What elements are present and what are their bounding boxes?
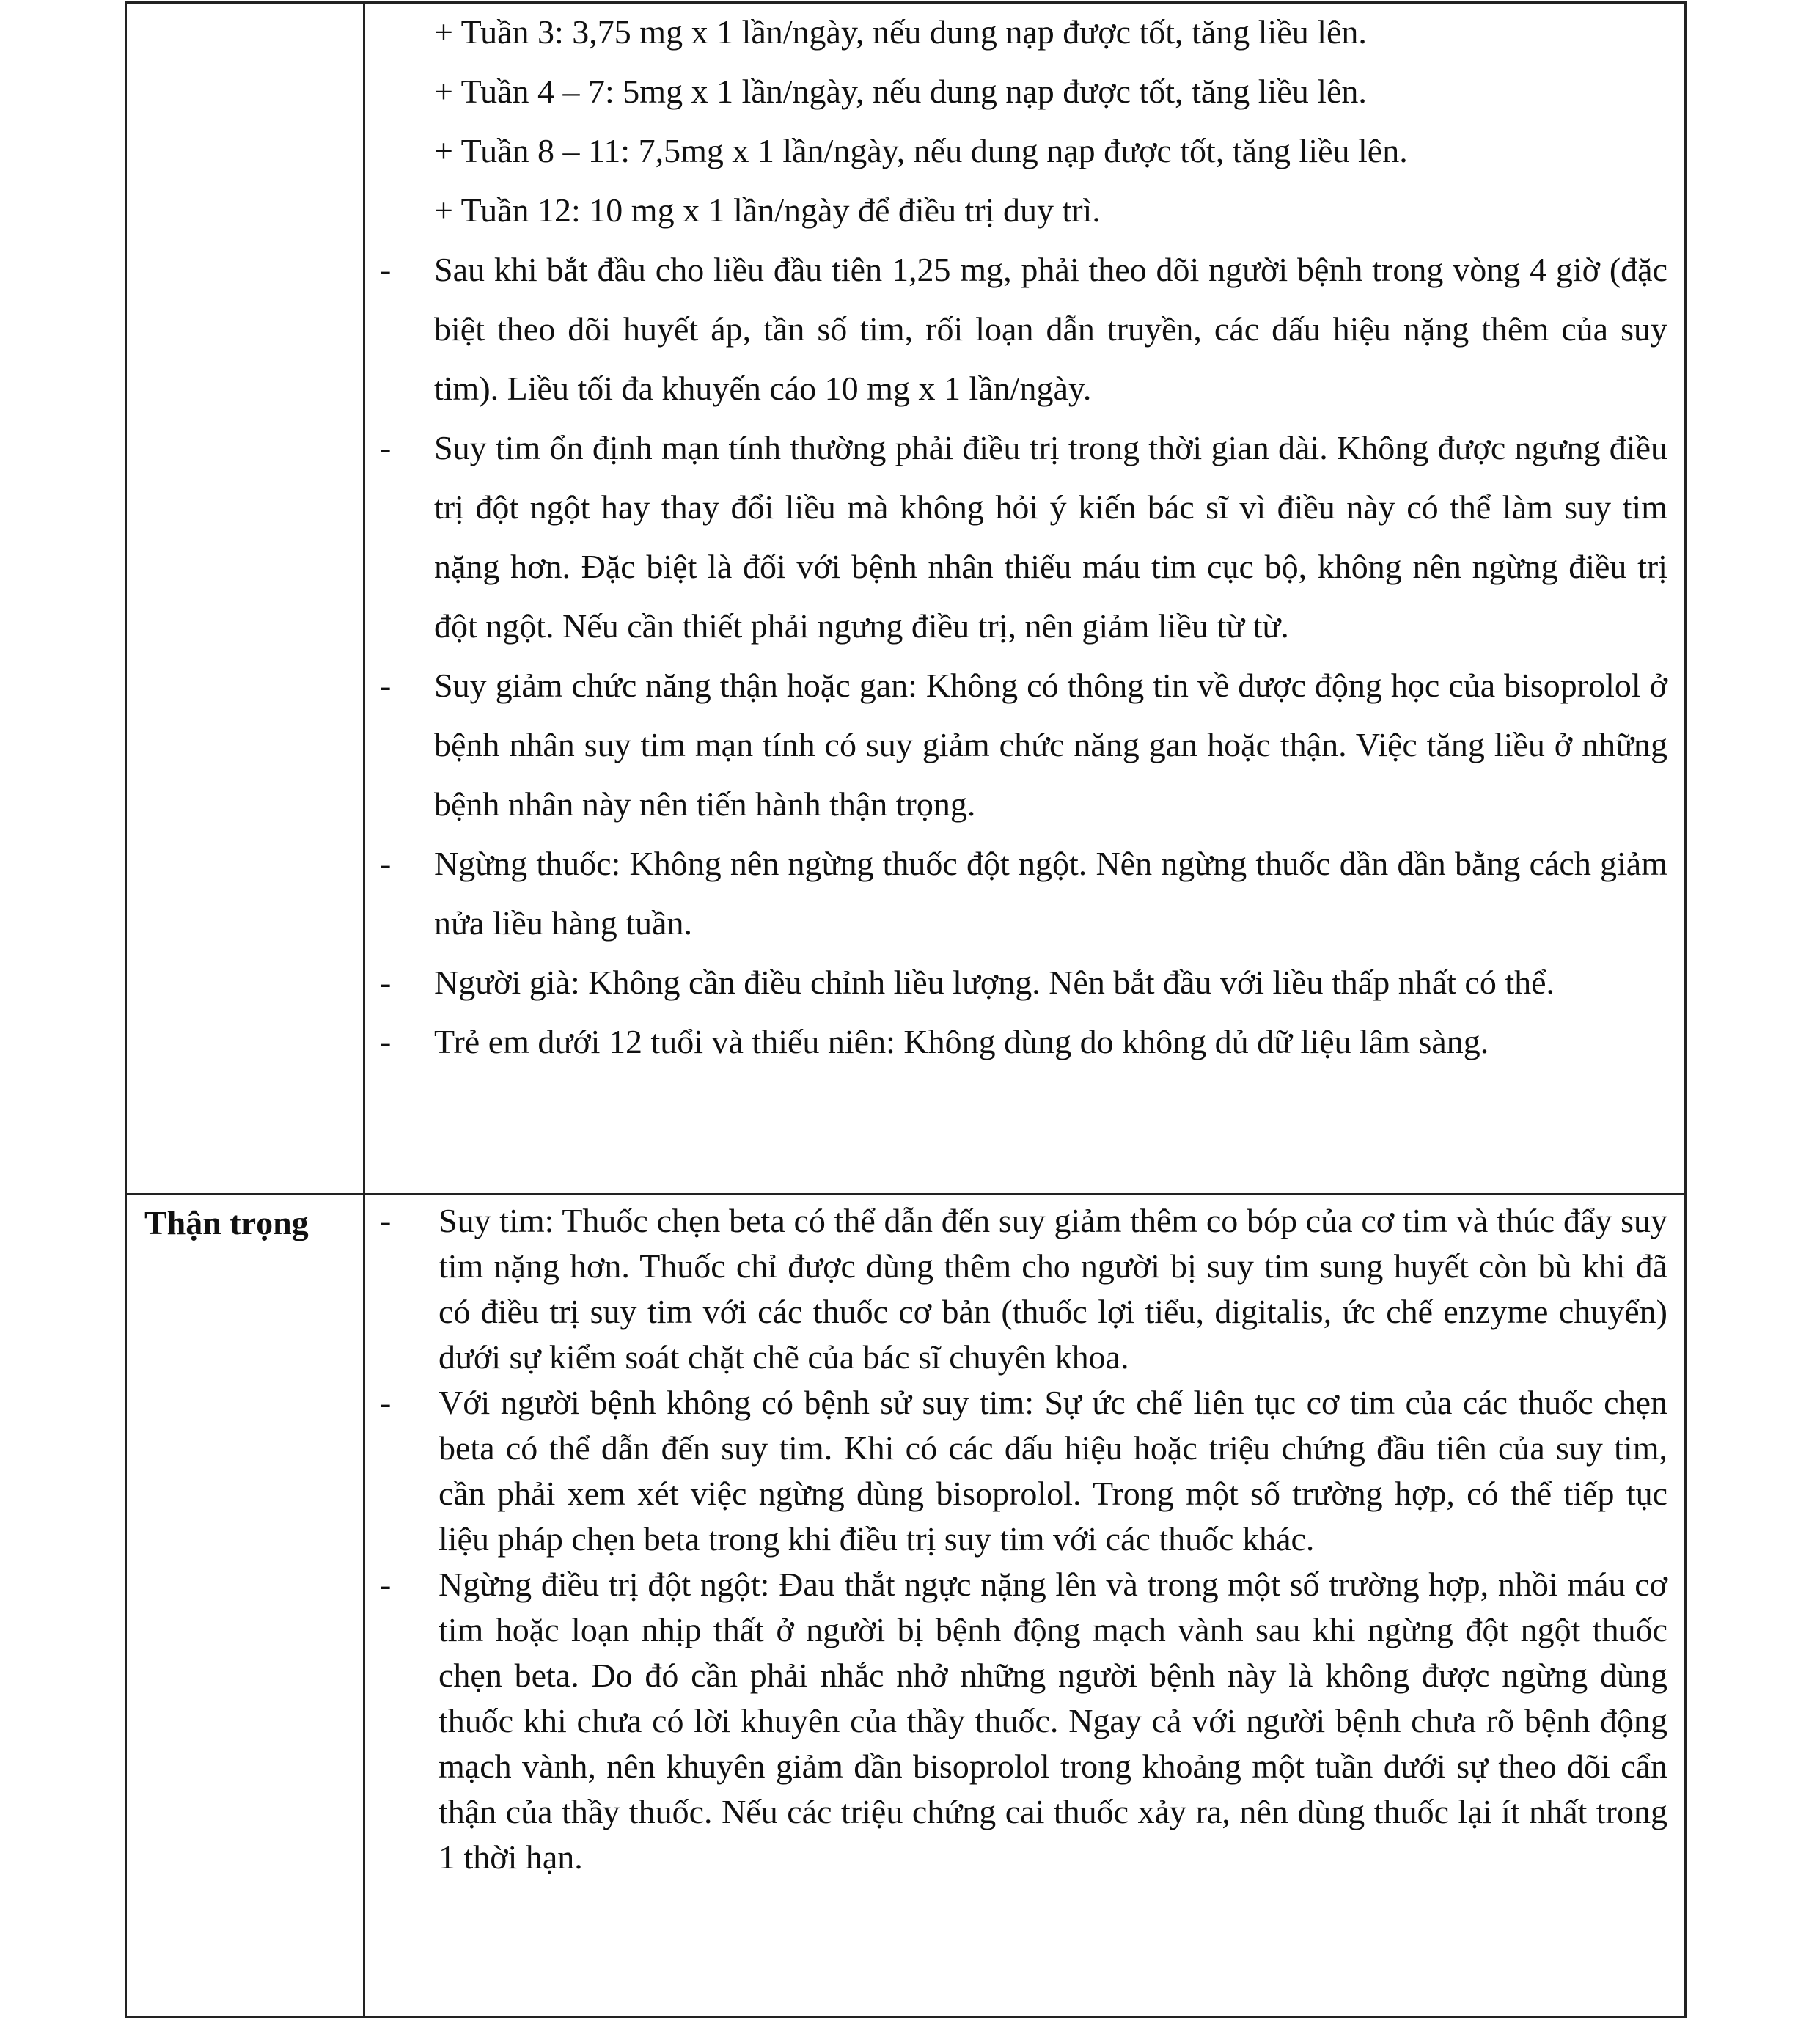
bullet-dash: - — [380, 251, 392, 288]
week-8-11-dose-line: + Tuần 8 – 11: 7,5mg x 1 lần/ngày, nếu dung nạp được tốt, tăng liều lên. — [434, 132, 1408, 169]
list-item-text: Ngừng điều trị đột ngột: Đau thắt ngực nặng lên và trong một số trường hợp, nhồi máu cơ tim hoặc loạn nhịp thất ở người bị bệnh động mạch vành sau khi ngừng đột ngột thuốc chẹn beta. Do đó cần phải nhắc nhở những người bệnh này là không được ngừng dùng thuốc khi chưa có lời khuyên của thầy thuốc. Ngay cả với người bệnh chưa rõ bệnh động mạch vành, nên khuyên giảm dần bisoprolol trong khoảng một tuần dưới sự theo dõi cẩn thận của thầy thuốc. Nếu các triệu chứng cai thuốc xảy ra, nên dùng thuốc lại ít nhất trong 1 thời hạn. — [439, 1566, 1667, 1876]
week-12-dose-line: + Tuần 12: 10 mg x 1 lần/ngày để điều trị duy trì. — [434, 191, 1101, 229]
dosage-content-cell — [365, 5, 1687, 1193]
drug-info-table — [125, 1, 1687, 2018]
bullet-dash: - — [380, 1384, 392, 1421]
caution-section-label: Thận trọng — [144, 1204, 309, 1241]
list-item-no-heart-failure-history — [365, 1380, 1687, 1562]
list-item-initial-dose-monitoring — [365, 240, 1687, 418]
list-item-text: Với người bệnh không có bệnh sử suy tim: Sự ức chế liên tục cơ tim của các thuốc chẹn beta có thể dẫn đến suy tim. Khi có các dấu hiệu hoặc triệu chứng đầu tiên của suy tim, cần phải xem xét việc ngừng dùng bisoprolol. Trong một số trường hợp, có thể tiếp tục liệu pháp chẹn beta trong khi điều trị suy tim với các thuốc khác. — [439, 1384, 1667, 1558]
caution-content-cell — [365, 1195, 1687, 2017]
list-item-text: Người già: Không cần điều chỉnh liều lượng. Nên bắt đầu với liều thấp nhất có thể. — [434, 964, 1555, 1001]
bullet-dash: - — [380, 667, 392, 704]
list-item-text: Trẻ em dưới 12 tuổi và thiếu niên: Không dùng do không dủ dữ liệu lâm sàng. — [434, 1023, 1489, 1060]
bullet-dash: - — [380, 845, 392, 882]
list-item-chronic-heart-failure — [365, 418, 1687, 656]
bullet-dash: - — [380, 1566, 392, 1603]
list-item-text: Ngừng thuốc: Không nên ngừng thuốc đột ngột. Nên ngừng thuốc dần dần bằng cách giảm nửa liều hàng tuần. — [434, 845, 1667, 942]
bullet-dash: - — [380, 1202, 392, 1239]
bullet-dash: - — [380, 429, 392, 466]
week-3-dose-line: + Tuần 3: 3,75 mg x 1 lần/ngày, nếu dung nạp được tốt, tăng liều lên. — [434, 13, 1367, 51]
list-item-renal-hepatic-impairment — [365, 656, 1687, 834]
week-4-7-dose-line: + Tuần 4 – 7: 5mg x 1 lần/ngày, nếu dung nạp được tốt, tăng liều lên. — [434, 73, 1367, 110]
bullet-dash: - — [380, 964, 392, 1001]
list-item-abrupt-withdrawal — [365, 1562, 1687, 1880]
bullet-dash: - — [380, 1023, 392, 1060]
list-item-heart-failure-caution — [365, 1198, 1687, 1380]
list-item-children — [365, 1012, 1687, 1071]
list-item-text: Sau khi bắt đầu cho liều đầu tiên 1,25 mg, phải theo dõi người bệnh trong vòng 4 giờ (đặc biệt theo dõi huyết áp, tần số tim, rối loạn dẫn truyền, các dấu hiệu nặng thêm của suy tim). Liều tối đa khuyến cáo 10 mg x 1 lần/ngày. — [434, 251, 1667, 407]
list-item-text: Suy tim ổn định mạn tính thường phải điều trị trong thời gian dài. Không được ngưng điều trị đột ngột hay thay đổi liều mà không hỏi ý kiến bác sĩ vì điều này có thể làm suy tim nặng hơn. Đặc biệt là đối với bệnh nhân thiếu máu tim cục bộ, không nên ngừng điều trị đột ngột. Nếu cần thiết phải ngưng điều trị, nên giảm liều từ từ. — [434, 429, 1667, 645]
list-item-elderly — [365, 953, 1687, 1012]
list-item-discontinuation — [365, 834, 1687, 953]
list-item-text: Suy giảm chức năng thận hoặc gan: Không có thông tin về dược động học của bisoprolol ở bệnh nhân suy tim mạn tính có suy giảm chức năng gan hoặc thận. Việc tăng liều ở những bệnh nhân này nên tiến hành thận trọng. — [434, 667, 1667, 823]
list-item-text: Suy tim: Thuốc chẹn beta có thể dẫn đến suy giảm thêm co bóp của cơ tim và thúc đẩy suy tim nặng hơn. Thuốc chỉ được dùng thêm cho người bị suy tim sung huyết còn bù khi đã có điều trị suy tim với các thuốc cơ bản (thuốc lợi tiểu, digitalis, ức chế enzyme chuyển) dưới sự kiểm soát chặt chẽ của bác sĩ chuyên khoa. — [439, 1202, 1667, 1376]
